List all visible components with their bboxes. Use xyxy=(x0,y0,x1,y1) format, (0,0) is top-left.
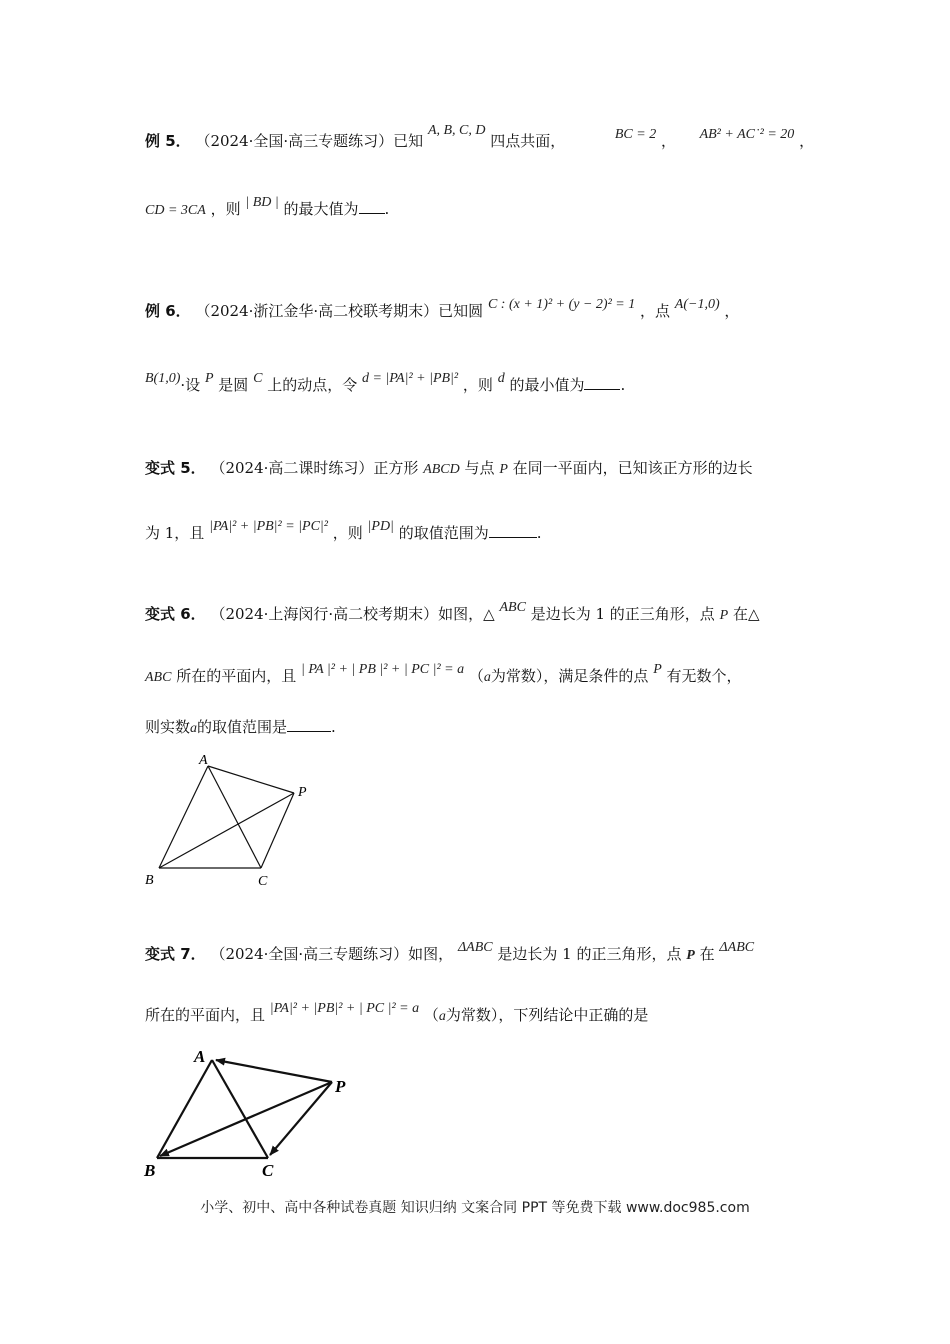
edge-ap xyxy=(208,766,294,793)
ex5-label: 例 5． xyxy=(145,132,191,150)
fig2-label-p: P xyxy=(335,1077,346,1096)
var5-equation: |PA|² + |PB|² = |PC|² xyxy=(209,519,328,534)
vector-pb xyxy=(160,1082,332,1156)
ex5-cd: CD = 3CA xyxy=(145,203,206,218)
edge-ab xyxy=(159,766,208,868)
fig2-label-a: A xyxy=(194,1047,206,1066)
figure-triangle-1 xyxy=(140,748,330,893)
figure-triangle-2 xyxy=(140,1044,370,1184)
ex5-text1: 四点共面， xyxy=(490,132,566,150)
ex5-source: （2024·全国·高三专题练习）已知 xyxy=(195,132,424,150)
var5-line1: 变式 5． （2024·高二课时练习）正方形 ABCD 与点 P 在同一平面内，已知该正方形的边长 xyxy=(145,459,753,477)
vector-pc xyxy=(270,1082,332,1155)
page-footer: 小学、初中、高中各种试卷真题 知识归纳 文案合同 PPT 等免费下载 www.doc985.com xyxy=(200,1200,750,1216)
ex6-circle: C : (x + 1)² + (y − 2)² = 1 xyxy=(487,297,636,312)
ex6-point-b: B(1,0) xyxy=(145,371,181,386)
ex5-line2: CD = 3CA ，则 | BD | 的最大值为 . xyxy=(145,195,390,218)
ex6-answer-blank[interactable] xyxy=(584,375,620,390)
fig1-label-c: C xyxy=(258,874,268,889)
ex6-point-a: A(−1,0) xyxy=(674,297,720,312)
edge-ac xyxy=(208,766,261,868)
var6-label: 变式 6． xyxy=(145,605,206,623)
edge-ac xyxy=(212,1060,268,1158)
var6-line1: 变式 6． （2024·上海闵行·高二校考期末）如图，△ ABC 是边长为 1 的正三角形，点 P 在△ xyxy=(145,600,760,623)
var6-equation: | PA |² + | PB |² + | PC |² = a xyxy=(301,662,465,677)
fig2-label-b: B xyxy=(144,1161,156,1180)
var7-label: 变式 7． xyxy=(145,945,206,963)
ex6-line1: 例 6． （2024·浙江金华·高二校联考期末）已知圆 C : (x + 1)² + (y − 2)² = 1 ，点 A(−1,0) ， xyxy=(145,297,740,320)
ex5-bc: BC = 2 xyxy=(614,127,657,142)
ex5-points: A, B, C, D xyxy=(427,123,486,138)
fig2-label-c: C xyxy=(262,1161,274,1180)
fig1-label-b: B xyxy=(145,873,154,888)
var7-line2: 所在的平面内，且 |PA|² + |PB|² + | PC |² = a （a为常数），下列结论中正确的是 xyxy=(145,1001,649,1024)
ex6-d-def: d = |PA|² + |PB|² xyxy=(362,371,459,386)
fig1-label-p: P xyxy=(298,785,307,800)
var6-source: （2024·上海闵行·高二校考期末）如图，△ xyxy=(210,605,495,623)
ex5-answer-blank[interactable] xyxy=(359,199,385,214)
var5-line2: 为 1，且 |PA|² + |PB|² = |PC|² ，则 |PD| 的取值范围为 . xyxy=(145,519,542,542)
ex6-source: （2024·浙江金华·高二校联考期末）已知圆 xyxy=(195,302,484,320)
ex6-line2: B(1,0)·设 P 是圆 C 上的动点，令 d = |PA|² + |PB|² ，则 d 的最小值为 . xyxy=(145,371,626,394)
var7-line1: 变式 7． （2024·全国·高三专题练习）如图， ΔABC 是边长为 1 的正三角形，点 P 在 ΔABC xyxy=(145,940,755,963)
ex6-label: 例 6． xyxy=(145,302,191,320)
fig1-label-a: A xyxy=(199,753,208,768)
ex5-line1: 例 5． （2024·全国·高三专题练习）已知 A, B, C, D 四点共面， BC = 2 ， AB² + AC˙² = 20 ， xyxy=(145,123,815,150)
vector-pa xyxy=(216,1060,332,1082)
var6-line2: ABC 所在的平面内，且 | PA |² + | PB |² + | PC |² = a （a为常数），满足条件的点 P 有无数个， xyxy=(145,662,742,685)
edge-ab xyxy=(157,1060,212,1158)
var6-line3: 则实数a的取值范围是 . xyxy=(145,718,336,736)
ex5-equation: AB² + AC˙² = 20 xyxy=(699,127,795,142)
var7-equation: |PA|² + |PB|² + | PC |² = a xyxy=(269,1001,420,1016)
var5-label: 变式 5． xyxy=(145,459,206,477)
edge-cp xyxy=(261,793,294,868)
var7-source: （2024·全国·高三专题练习）如图， xyxy=(210,945,454,963)
ex5-bd: | BD | xyxy=(245,195,279,210)
edge-bp xyxy=(159,793,294,868)
var5-answer-blank[interactable] xyxy=(489,523,537,538)
var6-answer-blank[interactable] xyxy=(287,717,331,732)
var5-source: （2024·高二课时练习）正方形 xyxy=(210,459,419,477)
